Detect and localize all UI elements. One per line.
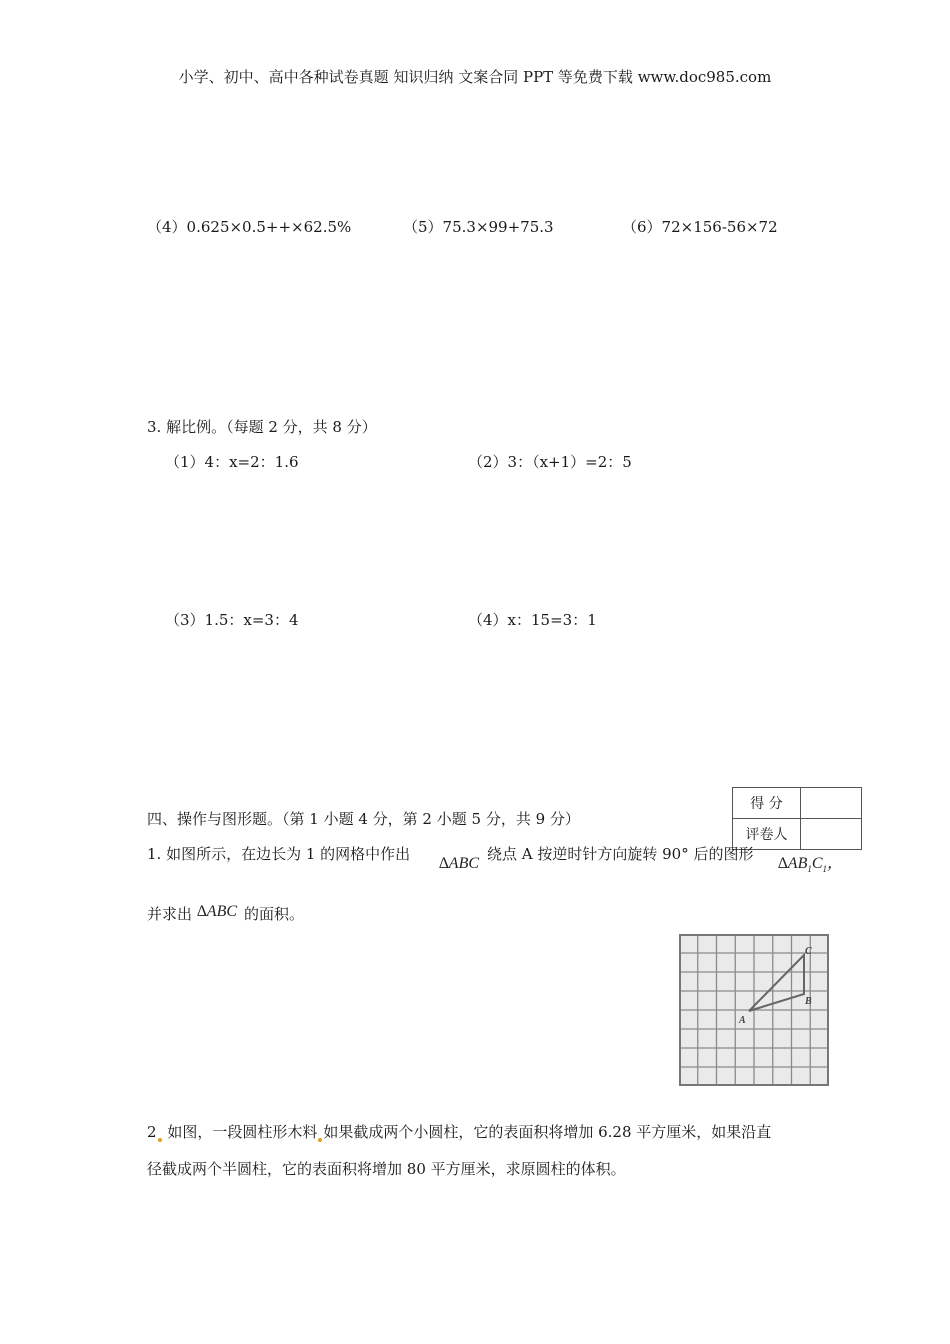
- q1-text-part2: 绕点 A 按逆时针方向旋转 90° 后的图形: [487, 845, 754, 863]
- label-b: B: [805, 996, 812, 1007]
- q1-line2-b: 的面积。: [244, 905, 305, 923]
- label-c: C: [805, 946, 812, 957]
- section4-title: 四、操作与图形题。（第 1 小题 4 分，第 2 小题 5 分，共 9 分）: [147, 810, 580, 828]
- label-a: A: [739, 1015, 746, 1026]
- proportion-q2: （2）3：（x+1）=2：5: [468, 453, 632, 471]
- q2-line1: 2 如图，一段圆柱形木料 如果截成两个小圆柱，它的表面积将增加 6.28 平方厘米，如果沿直: [147, 1123, 772, 1141]
- q1-math-abc: ∆ABC: [439, 855, 480, 872]
- proportion-q4: （4）x：15=3：1: [468, 611, 597, 629]
- q1-line2-a: 并求出: [147, 905, 193, 923]
- grader-value-cell: [801, 819, 862, 850]
- q1-math-ab1c1: $\Delta AB_1C_1$，: [778, 855, 844, 875]
- proportion-q3: （3）1.5：x=3：4: [165, 611, 299, 629]
- proportion-q1: （1）4：x=2：1.6: [165, 453, 299, 471]
- q1-text-part1: 1. 如图所示，在边长为 1 的网格中作出: [147, 845, 411, 863]
- grader-label: 评卷人: [733, 819, 801, 850]
- calc-q5: （5）75.3×99+75.3: [403, 218, 554, 236]
- proportion-title: 3. 解比例。（每题 2 分，共 8 分）: [147, 418, 377, 436]
- calc-q4: （4）0.625×0.5++×62.5%: [147, 218, 352, 236]
- q1-line2-math: ∆ABC: [197, 903, 238, 920]
- calc-q6: （6）72×156-56×72: [622, 218, 778, 236]
- score-value-cell: [801, 788, 862, 819]
- score-label: 得 分: [733, 788, 801, 819]
- q2-line2: 径截成两个半圆柱，它的表面积将增加 80 平方厘米，求原圆柱的体积。: [147, 1160, 626, 1178]
- score-table: [732, 787, 862, 850]
- page-header: 小学、初中、高中各种试卷真题 知识归纳 文案合同 PPT 等免费下载 www.doc985.com: [178, 68, 772, 86]
- grid-figure: [679, 934, 829, 1086]
